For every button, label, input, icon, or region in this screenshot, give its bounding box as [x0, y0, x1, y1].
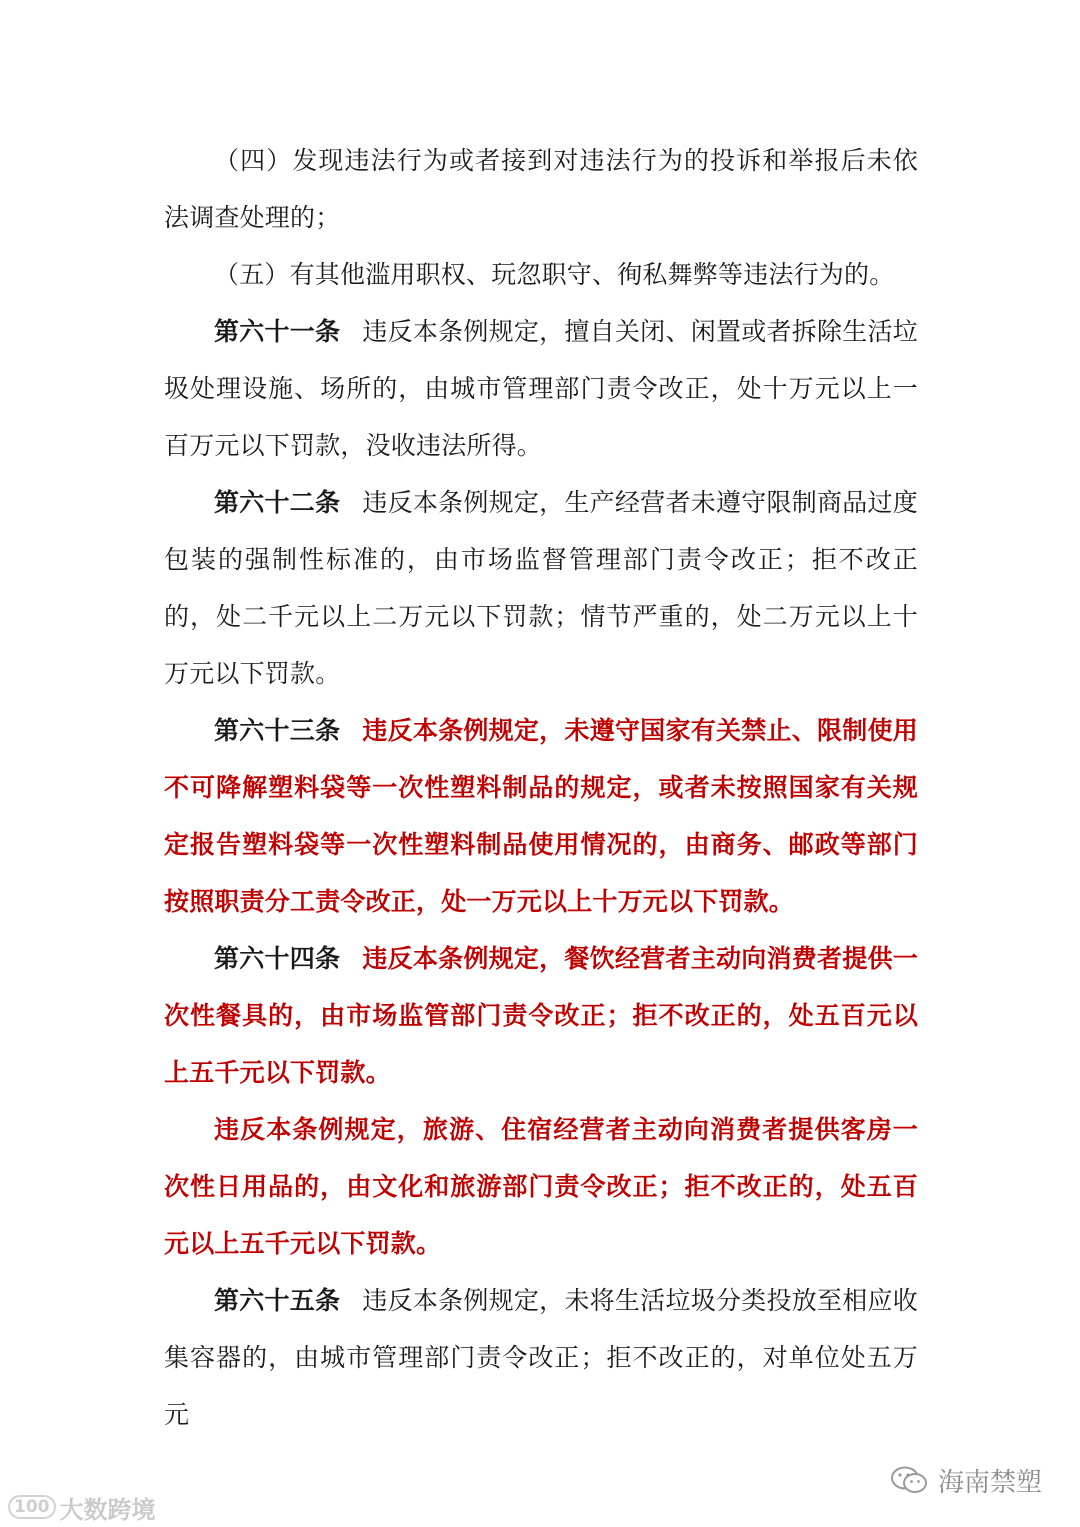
article-heading: 第六十五条 — [214, 1286, 341, 1315]
paragraph — [164, 702, 918, 930]
paragraph — [164, 474, 918, 702]
watermark-logo: 100 — [8, 1495, 56, 1519]
paragraph — [164, 930, 918, 1101]
paragraph-text: 违反本条例规定，未将生活垃圾分类投放至相应收集容器的，由城市管理部门责令改正；拒不改正的，对单位处五万元 — [164, 1286, 918, 1429]
paragraph-text: 违反本条例规定，餐饮经营者主动向消费者提供一次性餐具的，由市场监管部门责令改正；拒不改正的，处五百元以上五千元以下罚款。 — [164, 944, 918, 1087]
paragraph-text: （五）有其他滥用职权、玩忽职守、徇私舞弊等违法行为的。 — [214, 260, 895, 289]
paragraph — [164, 246, 918, 303]
paragraph — [164, 1272, 918, 1443]
paragraph-text: 违反本条例规定，生产经营者未遵守限制商品过度包装的强制性标准的，由市场监督管理部门责令改正；拒不改正的，处二千元以上二万元以下罚款；情节严重的，处二万元以上十万元以下罚款。 — [164, 488, 918, 688]
paragraph — [164, 1101, 918, 1272]
watermark-right — [890, 1460, 1042, 1500]
watermark-left — [8, 1490, 156, 1524]
document-body — [164, 132, 918, 1443]
watermark-left-text: 大数跨境 — [59, 1495, 156, 1524]
paragraph-text: 违反本条例规定，旅游、住宿经营者主动向消费者提供客房一次性日用品的，由文化和旅游部门责令改正；拒不改正的，处五百元以上五千元以下罚款。 — [164, 1115, 918, 1258]
paragraph-text: 违反本条例规定，未遵守国家有关禁止、限制使用不可降解塑料袋等一次性塑料制品的规定，或者未按照国家有关规定报告塑料袋等一次性塑料制品使用情况的，由商务、邮政等部门按照职责分工责令改正，处一万元以上十万元以下罚款。 — [164, 716, 918, 916]
paragraph-text: 违反本条例规定，擅自关闭、闲置或者拆除生活垃圾处理设施、场所的，由城市管理部门责令改正，处十万元以上一百万元以下罚款，没收违法所得。 — [164, 317, 918, 460]
paragraph — [164, 132, 918, 246]
wechat-icon — [890, 1465, 928, 1495]
paragraph — [164, 303, 918, 474]
article-heading: 第六十一条 — [214, 317, 341, 346]
paragraph-text: （四）发现违法行为或者接到对违法行为的投诉和举报后未依法调查处理的； — [164, 146, 918, 232]
article-heading: 第六十二条 — [214, 488, 341, 517]
watermark-right-text: 海南禁塑 — [937, 1467, 1042, 1498]
article-heading: 第六十三条 — [214, 716, 341, 745]
article-heading: 第六十四条 — [214, 944, 341, 973]
